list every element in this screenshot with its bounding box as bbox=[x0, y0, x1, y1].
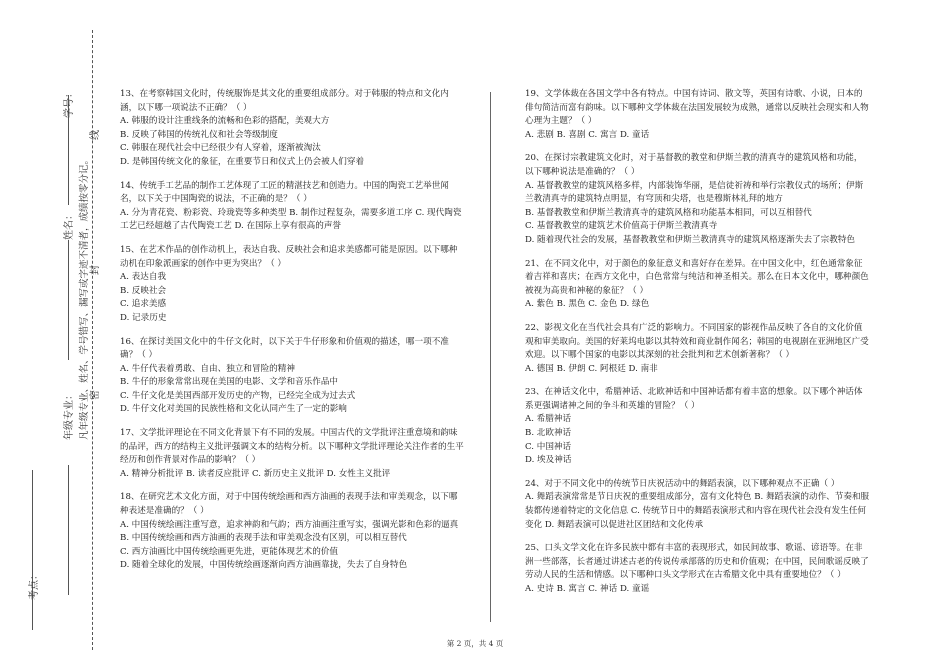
question-stem: 25、口头文学文化在许多民族中都有丰富的表现形式，如民间故事、歌谣、谚语等。在非洲一些部落，长者通过讲述古老的传说传承部落的历史和价值观；在中国，民间歌谣反映了劳动人民的生活和情感。以下哪种口头文学形式在古希腊文化中具有重要地位？（ ） bbox=[525, 543, 869, 581]
options-inline: A. 舞蹈表演常常是节日庆祝的重要组成部分，富有文化特色 B. 舞蹈表演的动作、节奏和服装都传递着特定的文化信息 C. 传统节日中的舞蹈表演形式和内容在现代社会没有发生任何变化 D. 舞蹈表演可以促进社区团结和文化传承 bbox=[525, 492, 870, 530]
question-stem: 19、文学体裁在各国文学中各有特点。中国有诗词、散文等，英国有诗歌、小说，日本的俳句简洁而富有韵味。以下哪种文学体裁在法国发展较为成熟，通常以反映社会现实和人物心理为主题？（ ） bbox=[525, 89, 869, 127]
question-stem: 16、在探讨美国文化中的牛仔文化时，以下关于牛仔形象和价值观的描述，哪一项不准确？（ ） bbox=[120, 336, 449, 361]
option-a: A. 表达自我 bbox=[120, 272, 167, 283]
options-inline: A. 史诗 B. 寓言 C. 神话 D. 童谣 bbox=[525, 584, 650, 594]
option-c: C. 西方油画比中国传统绘画更先进，更能体现艺术的价值 bbox=[120, 546, 338, 557]
left-column bbox=[120, 88, 465, 583]
cut-line bbox=[92, 30, 93, 650]
option-c: C. 中国神话 bbox=[525, 441, 572, 452]
student-id-label: 学号： bbox=[64, 88, 75, 118]
option-d: D. 是韩国传统文化的象征，在重要节日和仪式上仍会被人们穿着 bbox=[120, 156, 365, 167]
question-stem: 23、在神话文化中，希腊神话、北欧神话和中国神话都有着丰富的想象。以下哪个神话体系更强调诸神之间的争斗和英雄的冒险？（ ） bbox=[525, 387, 863, 411]
seal-mark-secret: 密 bbox=[90, 390, 101, 400]
option-a: A. 牛仔代表着勇敢、自由、独立和冒险的精神 bbox=[120, 363, 295, 374]
column-divider bbox=[490, 92, 491, 622]
right-column bbox=[525, 88, 870, 607]
options-inline: A. 悲剧 B. 喜剧 C. 寓言 D. 童话 bbox=[525, 129, 650, 140]
option-d: D. 埃及神话 bbox=[525, 455, 572, 466]
grade-major-label: 年级专业： bbox=[64, 390, 75, 440]
option-a: A. 希腊神话 bbox=[525, 414, 572, 425]
question-stem: 22、影视文化在当代社会具有广泛的影响力。不同国家的影视作品反映了各自的文化价值观和审美取向。美国的好莱坞电影以其特效和商业制作闻名；韩国的电视剧在亚洲地区广受欢迎。以下哪个国家的电影以其深刻的社会批判和艺术创新著称？（ ） bbox=[525, 322, 869, 361]
question-stem: 14、传统手工艺品的制作工艺体现了工匠的精湛技艺和创造力。中国的陶瓷工艺举世闻名，以下关于中国陶瓷的说法，不正确的是？（ ） bbox=[120, 180, 449, 205]
question-stem: 13、在考察韩国文化时，传统服饰是其文化的重要组成部分。对于韩服的特点和文化内涵，以下哪一项说法不正确？（ ） bbox=[120, 89, 449, 113]
question-25 bbox=[525, 542, 870, 596]
seal-mark-seal: 封 bbox=[90, 265, 101, 275]
options-inline: A. 紫色 B. 黑色 C. 金色 D. 绿色 bbox=[525, 299, 650, 310]
notice-text: 凡年级专业、姓名、学号错写、漏写或字迹不清者，成绩按零分记。 bbox=[79, 154, 90, 440]
option-b: B. 牛仔的形象常常出现在美国的电影、文学和音乐作品中 bbox=[120, 377, 339, 388]
option-a: A. 中国传统绘画注重写意，追求神韵和气韵；西方油画注重写实，强调光影和色彩的逼真 bbox=[120, 519, 459, 530]
options-inline: A. 德国 B. 伊朗 C. 阿根廷 D. 南非 bbox=[525, 363, 658, 374]
question-stem: 15、在艺术作品的创作动机上，表达自我、反映社会和追求美感都可能是原因。以下哪种动机在印象派画家的创作中更为突出？（ ） bbox=[120, 244, 458, 269]
field-line-name bbox=[68, 240, 69, 360]
question-stem: 20、在探讨宗教建筑文化时，对于基督教的教堂和伊斯兰教的清真寺的建筑风格和功能，以下哪种说法是准确的？（ ） bbox=[525, 153, 863, 177]
school-label: 考点： bbox=[29, 570, 40, 600]
option-b: B. 中国传统绘画和西方油画的表现手法和审美观念没有区别，可以相互替代 bbox=[120, 533, 407, 544]
question-18 bbox=[120, 491, 465, 573]
option-c: C. 韩服在现代社会中已经很少有人穿着，逐渐被淘汰 bbox=[120, 143, 321, 154]
page-footer: 第 2 页，共 4 页 bbox=[446, 639, 504, 648]
question-20 bbox=[525, 152, 870, 247]
question-23 bbox=[525, 386, 870, 468]
option-d: D. 记录历史 bbox=[120, 312, 167, 323]
option-d: D. 随着全球化的发展，中国传统绘画逐渐向西方油画靠拢，失去了自身特色 bbox=[120, 560, 408, 571]
option-b: B. 反映社会 bbox=[120, 285, 167, 296]
question-stem: 17、文学批评理论在不同文化背景下有不同的发展。中国古代的文学批评注重意境和韵味的品评，西方的结构主义批评强调文本的结构分析。以下哪种文学批评理论关注作者的生平经历和创作背景对作品的影响？（ ） bbox=[120, 428, 464, 466]
question-13 bbox=[120, 88, 465, 170]
option-c: C. 追求美感 bbox=[120, 299, 167, 310]
question-14 bbox=[120, 180, 465, 234]
name-label: 姓名： bbox=[64, 210, 75, 240]
option-b: B. 基督教教堂和伊斯兰教清真寺的建筑风格和功能基本相同，可以互相替代 bbox=[525, 207, 812, 218]
option-b: B. 北欧神话 bbox=[525, 428, 572, 439]
options-inline: A. 精神分析批评 B. 读者反应批评 C. 新历史主义批评 D. 女性主义批评 bbox=[120, 468, 391, 479]
option-a: A. 基督教教堂的建筑风格多样，内部装饰华丽，是信徒祈祷和举行宗教仪式的场所；伊斯兰教清真寺的建筑特点明显，有穹顶和尖塔，也是穆斯林礼拜的地方 bbox=[525, 180, 864, 205]
question-17 bbox=[120, 427, 465, 481]
options-inline: A. 分为青花瓷、粉彩瓷、玲珑瓷等多种类型 B. 制作过程复杂，需要多道工序 C. 现代陶瓷工艺已经超越了古代陶瓷工艺 D. 在国际上享有很高的声誉 bbox=[120, 207, 462, 232]
question-stem: 21、在不同文化中，对于颜色的象征意义和喜好存在差异。在中国文化中，红色通常象征着吉祥和喜庆；在西方文化中，白色常常与纯洁和神圣相关。那么在日本文化中，哪种颜色被视为高贵和神秘的象征？（ ） bbox=[525, 258, 869, 296]
field-line-school bbox=[32, 470, 33, 630]
option-d: D. 牛仔文化对美国的民族性格和文化认同产生了一定的影响 bbox=[120, 404, 347, 415]
question-22 bbox=[525, 322, 870, 376]
option-c: C. 牛仔文化是美国西部开发历史的产物，已经完全成为过去式 bbox=[120, 390, 356, 401]
field-line-major bbox=[68, 465, 69, 595]
question-21 bbox=[525, 258, 870, 312]
option-d: D. 随着现代社会的发展，基督教教堂和伊斯兰教清真寺的建筑风格逐渐失去了宗教特色 bbox=[525, 234, 856, 245]
option-a: A. 韩服的设计注重线条的流畅和色彩的搭配，美观大方 bbox=[120, 116, 330, 127]
question-15 bbox=[120, 244, 465, 326]
option-c: C. 基督教教堂的建筑艺术价值高于伊斯兰教清真寺 bbox=[525, 221, 718, 232]
question-stem: 18、在研究艺术文化方面，对于中国传统绘画和西方油画的表现手法和审美观念，以下哪种表述是准确的？（ ） bbox=[120, 492, 458, 517]
question-stem: 24、对于不同文化中的传统节日庆祝活动中的舞蹈表演，以下哪种观点不正确（ ） bbox=[525, 478, 840, 489]
question-24 bbox=[525, 478, 870, 532]
question-16 bbox=[120, 336, 465, 418]
seal-mark-line: 线 bbox=[90, 130, 101, 140]
question-19 bbox=[525, 88, 870, 142]
option-b: B. 反映了韩国的传统礼仪和社会等级制度 bbox=[120, 129, 278, 140]
binding-margin bbox=[0, 0, 110, 672]
